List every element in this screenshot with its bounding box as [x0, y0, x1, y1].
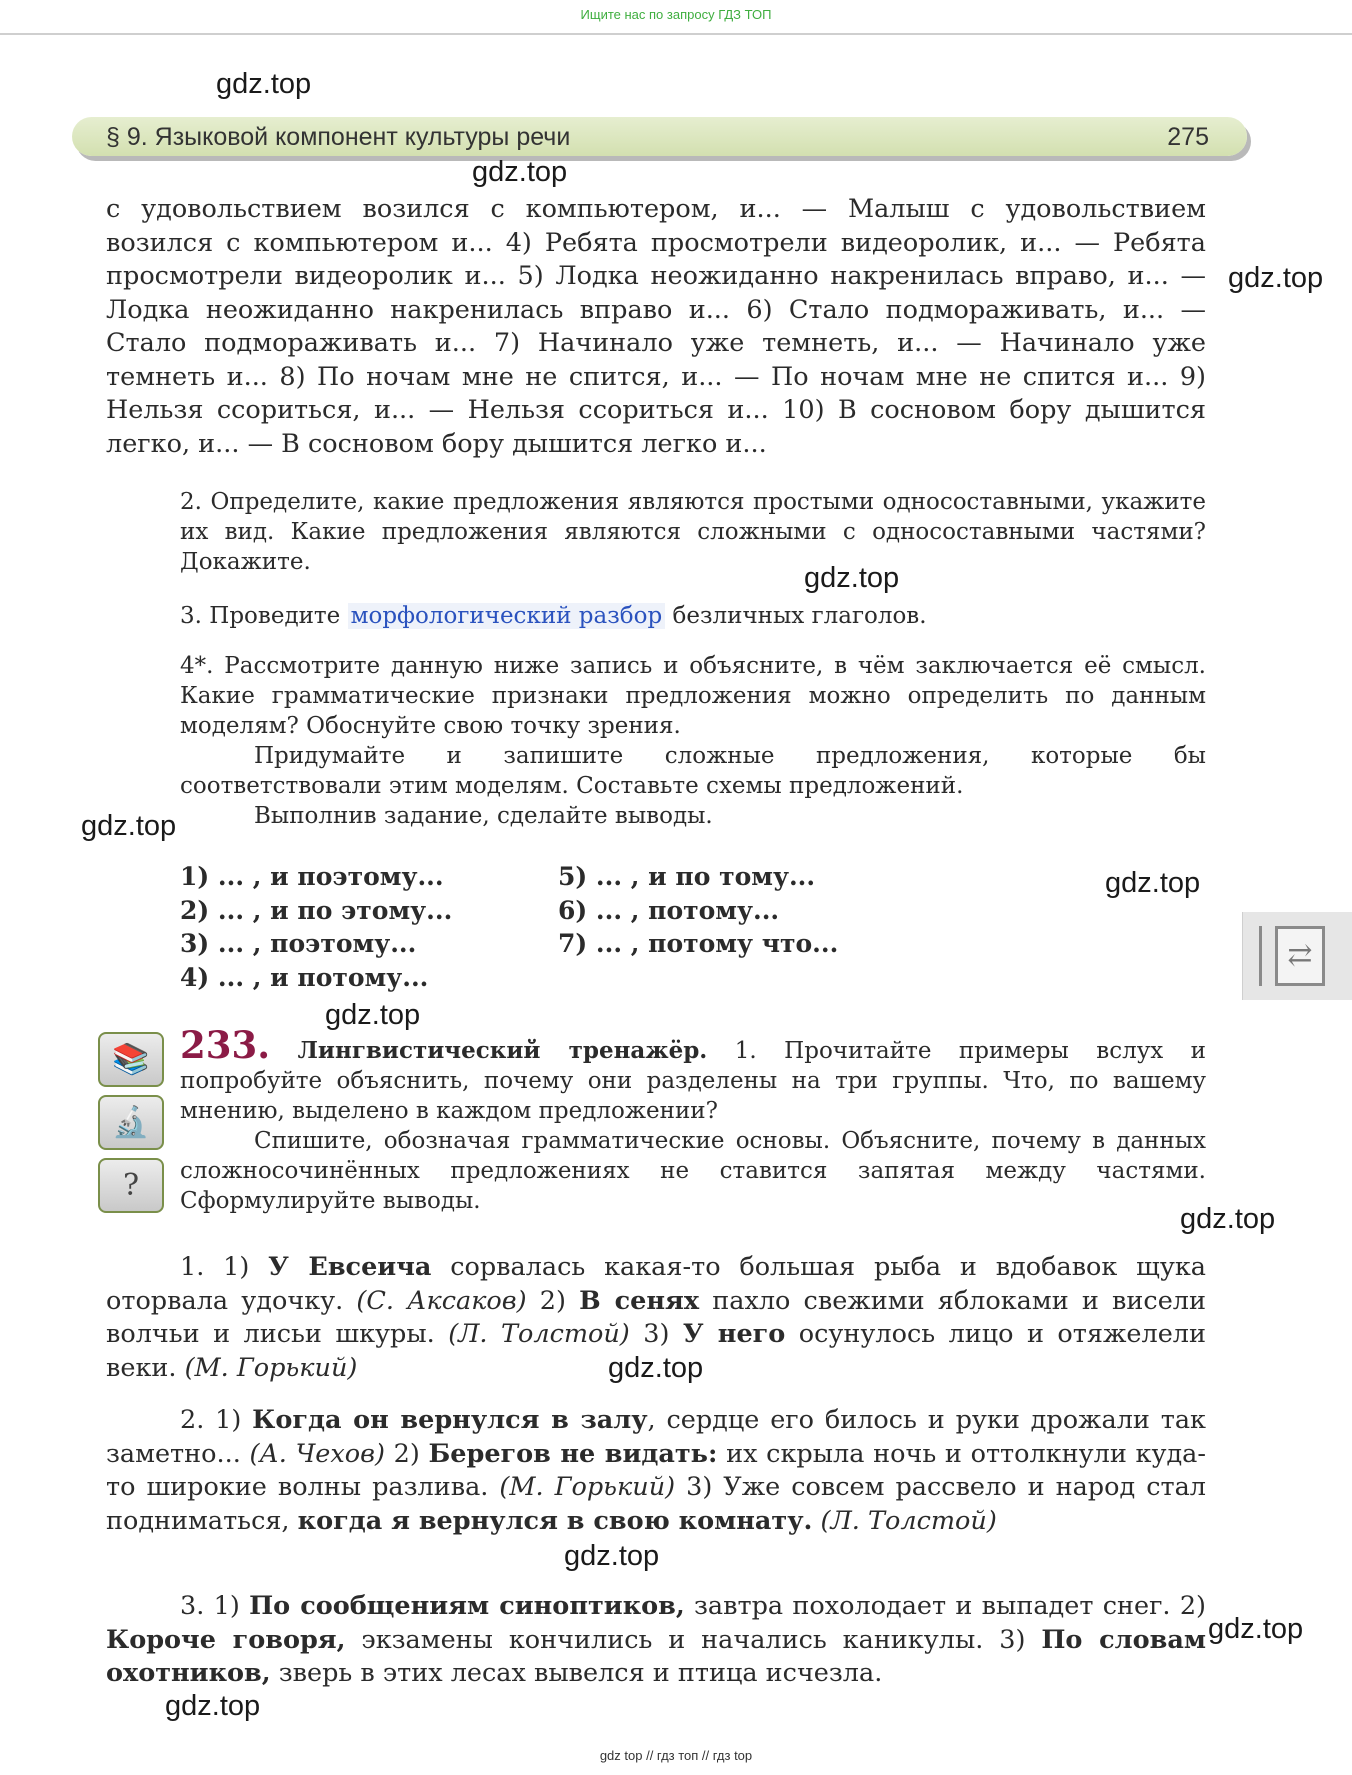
- watermark: gdz.top: [1228, 262, 1324, 294]
- watermark: gdz.top: [564, 1540, 660, 1572]
- watermark: gdz.top: [1208, 1613, 1304, 1645]
- list-item: 6) ... , потому...: [558, 895, 780, 925]
- books-icon: 📚: [98, 1032, 164, 1087]
- models-right-list: [558, 860, 838, 961]
- watermark: gdz.top: [81, 810, 177, 842]
- watermark: gdz.top: [1105, 867, 1201, 899]
- top-notice[interactable]: Ищите нас по запросу ГДЗ ТОП: [580, 7, 772, 22]
- group-2: 2. 1) Когда он вернулся в залу, сердце его билось и руки дрожали так заметно... (А. Чехов) 2) Берегов не видать: их скрыла ночь и оттолкнули куда-то широкие волны разлива. (М. Горький) 3) Уже совсем рассвело и народ стал подниматься, когда я вернулся в свою комнату. (Л. Толстой): [106, 1405, 1207, 1536]
- question-book-icon: ?: [98, 1158, 164, 1213]
- page-number: 275: [1167, 123, 1209, 151]
- top-notice-bar: [0, 0, 1352, 35]
- footer-links[interactable]: gdz top // гдз топ // гдз top: [599, 1748, 753, 1763]
- refresh-document-icon[interactable]: ⇄: [1275, 926, 1325, 986]
- morphology-link[interactable]: морфологический разбор: [348, 603, 666, 629]
- task-2: 2. Определите, какие предложения являются простыми односоставными, укажите их вид. Какие предложения являются сложными с односоставными частями? Докажите.: [180, 489, 1206, 575]
- watermark: gdz.top: [165, 1690, 261, 1722]
- models-left-list: [180, 860, 452, 994]
- watermark: gdz.top: [1180, 1203, 1276, 1235]
- task-4: 4*. Рассмотрите данную ниже запись и объясните, в чём заключается её смысл. Какие грамматические признаки предложения можно определить по данным моделям? Обоснуйте свою точку зрения. Придумайте и запишите сложные предложения, которые бы соответствовали этим моделям. Составьте схемы предложений. Выполнив задание, сделайте выводы.: [180, 653, 1206, 829]
- watermark: gdz.top: [216, 68, 312, 100]
- task-3: 3. Проведите морфологический разбор безличных глаголов.: [180, 603, 927, 629]
- list-item: 4) ... , и потому...: [180, 962, 429, 992]
- exercise-233: 233. Лингвистический тренажёр. 1. Прочитайте примеры вслух и попробуйте объяснить, почему они разделены на три группы. Что, по вашему мнению, выделено в каждом предложении? Спишите, обозначая грамматические основы. Объясните, почему в данных сложносочинённых предложениях не ставится запятая между частями. Сформулируйте выводы.: [180, 1023, 1207, 1214]
- watermark: gdz.top: [472, 156, 568, 188]
- list-item: 1) ... , и поэтому...: [180, 862, 444, 891]
- exercise-continuation: с удовольствием возился с компьютером, и... — Малыш с удовольствием возился с компьютером и... 4) Ребята просмотрели видеоролик, и... — Ребята просмотрели видеоролик и... 5) Лодка неожиданно накренилась вправо, и... — Лодка неожиданно накренилась вправо и... 6) Стало подмораживать, и... — Стало подмораживать и... 7) Начинало уже темнеть, и... — Начинало уже темнеть и... 8) По ночам мне не спится, и... — По ночам мне не спится и... 9) Нельзя ссориться, и... — Нельзя ссориться и... 10) В сосновом бору дышится легко, и... — В сосновом бору дышится легко и...: [106, 194, 1206, 459]
- section-title: § 9. Языковой компонент культуры речи: [106, 123, 571, 151]
- watermark: gdz.top: [608, 1352, 704, 1384]
- list-item: 2) ... , и по этому...: [180, 895, 453, 925]
- watermark: gdz.top: [325, 999, 421, 1031]
- divider-line: [1259, 926, 1262, 986]
- group-1: 1. 1) У Евсеича сорвалась какая-то большая рыба и вдобавок щука оторвала удочку. (С. Аксаков) 2) В сенях пахло свежими яблоками и висели волчьи и лисьи шкуры. (Л. Толстой) 3) У него осунулось лицо и отяжелели веки. (М. Горький): [106, 1252, 1206, 1383]
- page-header: [72, 117, 1247, 156]
- exercise-title: Лингвистический тренажёр.: [297, 1037, 708, 1064]
- exercise-number: 233.: [180, 1023, 271, 1067]
- list-item: 7) ... , потому что...: [558, 929, 839, 958]
- group-3: 3. 1) По сообщениям синоптиков, завтра похолодает и выпадет снег. 2) Короче говоря, экзамены кончились и начались каникулы. 3) По словам охотников, зверь в этих лесах вывелся и птица исчезла.: [106, 1591, 1207, 1688]
- list-item: 5) ... , и по тому...: [558, 862, 816, 891]
- watermark: gdz.top: [804, 562, 900, 594]
- side-panel[interactable]: [1242, 912, 1352, 1000]
- list-item: 3) ... , поэтому...: [180, 929, 417, 958]
- microscope-icon: 🔬: [98, 1095, 164, 1150]
